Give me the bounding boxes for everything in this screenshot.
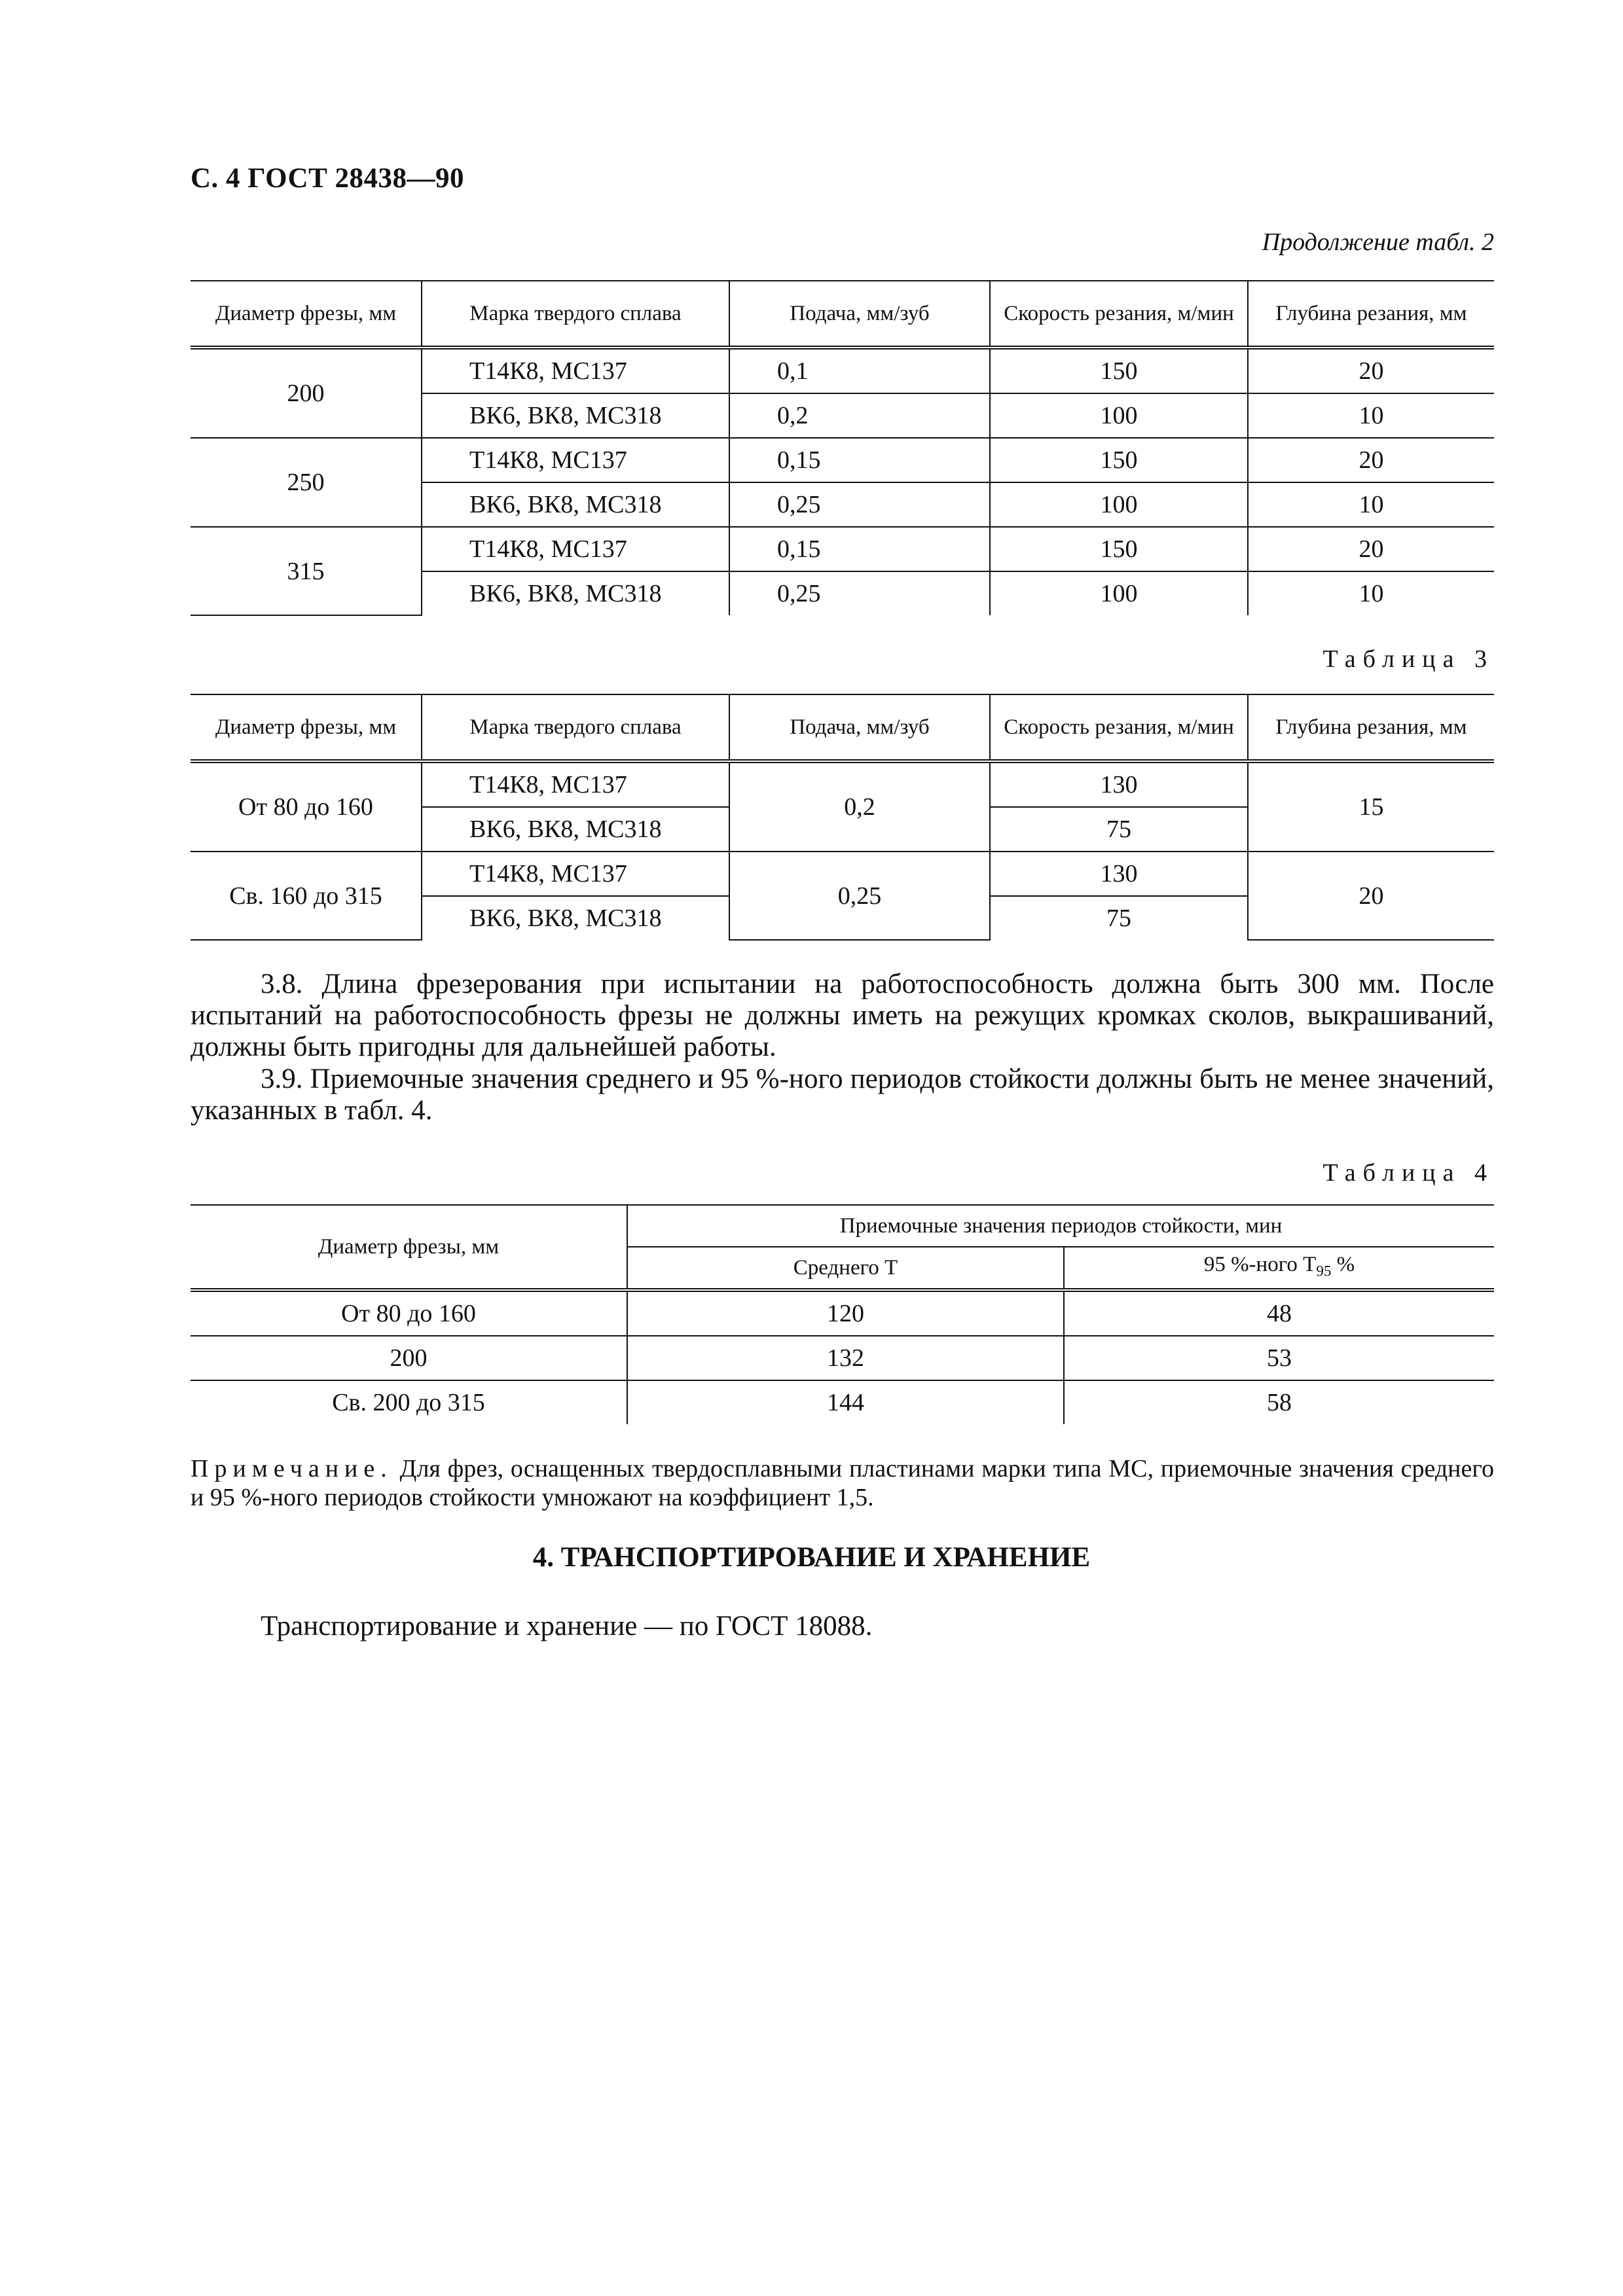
table3-cell-grade: ВК6, ВК8, МС318	[422, 896, 729, 940]
table2-header-grade: Марка твердого сплава	[422, 281, 729, 348]
table2-cell-feed: 0,25	[729, 482, 990, 527]
table2-cell-grade: ВК6, ВК8, МС318	[422, 393, 729, 438]
table4	[191, 1204, 1494, 1424]
table4-header-group: Приемочные значения периодов стойкости, мин	[627, 1205, 1494, 1247]
table3-cell-feed: 0,25	[729, 852, 990, 940]
table3-header-feed: Подача, мм/зуб	[729, 694, 990, 761]
note-label: Примечание.	[191, 1455, 393, 1482]
table4-header-mean: Среднего Т	[627, 1247, 1064, 1290]
note	[191, 1454, 1494, 1512]
table-row	[191, 527, 1494, 571]
table2-cell-speed: 150	[990, 527, 1248, 571]
table2-cell-diameter: 250	[191, 438, 422, 527]
table4-cell-p95: 58	[1064, 1380, 1494, 1424]
table2-cell-depth: 20	[1248, 438, 1494, 482]
table4-cell-p95: 53	[1064, 1336, 1494, 1380]
paragraph-3-8	[191, 969, 1494, 1063]
table2-cell-speed: 100	[990, 393, 1248, 438]
paragraph-3-8-text: 3.8. Длина фрезерования при испытании на работоспособность должна быть 300 мм. После испытаний на работоспособность фрезы не должны иметь на режущих кромках сколов, выкрашиваний, должны быть пригодны для дальнейшей работы.	[191, 969, 1494, 1062]
table2	[191, 280, 1494, 616]
table2-cell-diameter: 315	[191, 527, 422, 615]
table3-header-depth: Глубина резания, мм	[1248, 694, 1494, 761]
table4-header-p95-subscript: 95	[1316, 1262, 1332, 1280]
table3-cell-speed: 130	[990, 852, 1248, 896]
table-row	[191, 761, 1494, 807]
page-header: С. 4 ГОСТ 28438—90	[191, 163, 465, 194]
table-row	[191, 1336, 1494, 1380]
table2-cell-speed: 150	[990, 348, 1248, 393]
table2-cell-grade: Т14К8, МС137	[422, 438, 729, 482]
table2-cell-grade: ВК6, ВК8, МС318	[422, 482, 729, 527]
table2-cell-feed: 0,1	[729, 348, 990, 393]
table4-cell-p95: 48	[1064, 1290, 1494, 1336]
table4-cell-mean: 144	[627, 1380, 1064, 1424]
table2-header-feed: Подача, мм/зуб	[729, 281, 990, 348]
table3-cell-depth: 20	[1248, 852, 1494, 940]
section-4-title: 4. ТРАНСПОРТИРОВАНИЕ И ХРАНЕНИЕ	[532, 1542, 1091, 1573]
table-row	[191, 438, 1494, 482]
table2-header-diameter: Диаметр фрезы, мм	[191, 281, 422, 348]
table2-header-depth: Глубина резания, мм	[1248, 281, 1494, 348]
table2-cell-grade: Т14К8, МС137	[422, 348, 729, 393]
table4-header-p95-text: 95 %-ного Т	[1203, 1253, 1317, 1277]
table4-cell-diameter: 200	[191, 1336, 627, 1380]
table-row	[191, 348, 1494, 393]
final-text: Транспортирование и хранение — по ГОСТ 18088.	[261, 1611, 873, 1641]
table3-header-grade: Марка твердого сплава	[422, 694, 729, 761]
table4-cell-mean: 132	[627, 1336, 1064, 1380]
table-row	[191, 1290, 1494, 1336]
table3-cell-grade: Т14К8, МС137	[422, 852, 729, 896]
table4-header-p95-suffix: %	[1331, 1253, 1355, 1277]
table2-cell-speed: 100	[990, 571, 1248, 615]
table4-cell-diameter: От 80 до 160	[191, 1290, 627, 1336]
table3-cell-grade: ВК6, ВК8, МС318	[422, 807, 729, 852]
table3-cell-speed: 75	[990, 896, 1248, 940]
table3-header-diameter: Диаметр фрезы, мм	[191, 694, 422, 761]
table2-cell-depth: 10	[1248, 482, 1494, 527]
table2-cell-feed: 0,15	[729, 438, 990, 482]
table2-cell-depth: 10	[1248, 393, 1494, 438]
table3-header-speed: Скорость резания, м/мин	[990, 694, 1248, 761]
paragraph-3-9-text: 3.9. Приемочные значения среднего и 95 %-ного периодов стойкости должны быть не менее значений, указанных в табл. 4.	[191, 1064, 1494, 1126]
table2-cell-speed: 100	[990, 482, 1248, 527]
paragraph-3-9	[191, 1064, 1494, 1126]
table2-cell-depth: 20	[1248, 348, 1494, 393]
table2-cell-feed: 0,25	[729, 571, 990, 615]
table2-cell-feed: 0,2	[729, 393, 990, 438]
table3-cell-depth: 15	[1248, 761, 1494, 852]
table2-cell-grade: ВК6, ВК8, МС318	[422, 571, 729, 615]
table2-caption: Продолжение табл. 2	[1262, 228, 1494, 256]
table3-cell-speed: 130	[990, 761, 1248, 807]
table-row	[191, 1380, 1494, 1424]
table4-cell-mean: 120	[627, 1290, 1064, 1336]
table2-header-speed: Скорость резания, м/мин	[990, 281, 1248, 348]
table3-caption: Таблица 3	[1322, 645, 1494, 673]
table3-cell-grade: Т14К8, МС137	[422, 761, 729, 807]
table4-caption: Таблица 4	[1322, 1159, 1494, 1187]
table3-cell-speed: 75	[990, 807, 1248, 852]
table2-cell-grade: Т14К8, МС137	[422, 527, 729, 571]
table2-cell-speed: 150	[990, 438, 1248, 482]
table3-cell-diameter: От 80 до 160	[191, 761, 422, 852]
table2-cell-depth: 20	[1248, 527, 1494, 571]
table2-cell-diameter: 200	[191, 348, 422, 438]
table4-header-p95	[1064, 1247, 1494, 1290]
table2-cell-depth: 10	[1248, 571, 1494, 615]
table4-header-diameter: Диаметр фрезы, мм	[191, 1205, 627, 1290]
table2-cell-feed: 0,15	[729, 527, 990, 571]
table4-cell-diameter: Св. 200 до 315	[191, 1380, 627, 1424]
table3	[191, 694, 1494, 941]
table-row	[191, 852, 1494, 896]
note-text: Для фрез, оснащенных твердосплавными пластинами марки типа МС, приемочные значения среднего и 95 %-ного периодов стойкости умножают на коэффициент 1,5.	[191, 1455, 1494, 1511]
table3-cell-diameter: Св. 160 до 315	[191, 852, 422, 940]
table3-cell-feed: 0,2	[729, 761, 990, 852]
